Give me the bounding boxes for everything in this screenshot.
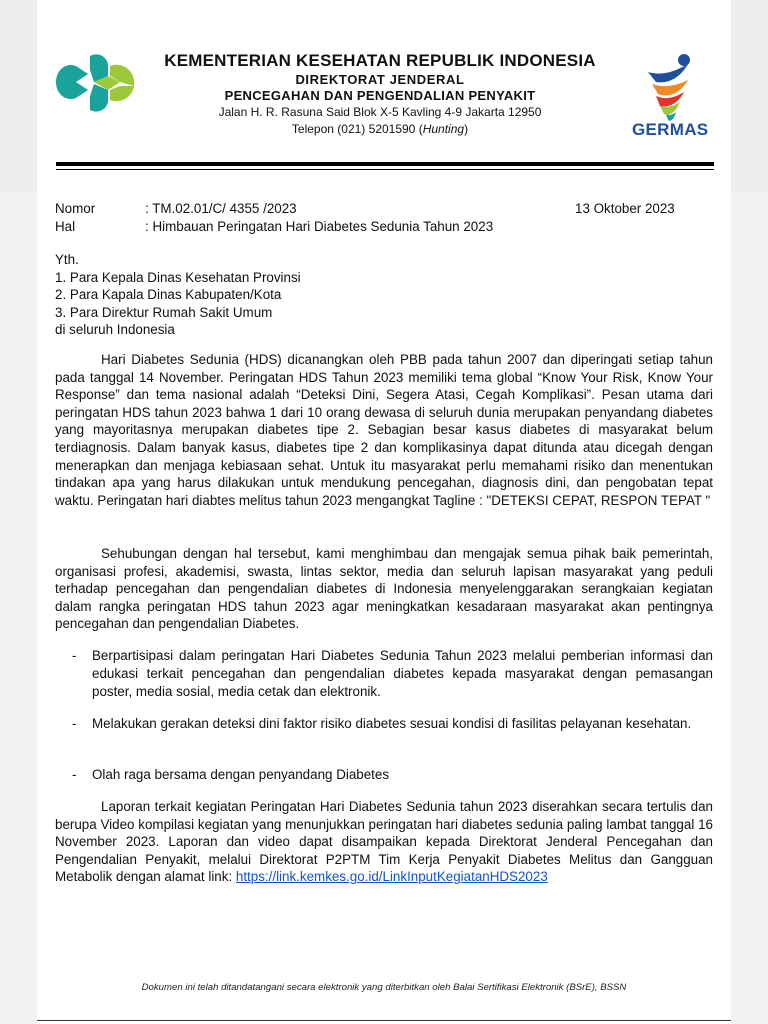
viewer-background-right [731,192,768,1024]
nomor-label: Nomor [55,201,96,216]
page-bottom-rule [37,1020,731,1021]
paragraph-2: Sehubungan dengan hal tersebut, kami menghimbau dan mengajak semua pihak baik pemerintah, organisasi profesi, akademisi, swasta, lintas sektor, media dan seluruh lapisan masyarakat yang peduli terhadap pencegahan dan pengendalian diabetes di Indonesia menyelenggarakan serangkaian kegiatan dalam rangka peringatan HDS tahun 2023 agar meningkatkan kesadaraan masyarakat akan pentingnya pencegahan dan pengendalian Diabetes. [55,546,713,632]
kemenkes-logo-icon [54,52,142,114]
letterhead-rule-thick [56,162,714,166]
viewer-background-left [0,192,37,1024]
list-item: - Berpartisipasi dalam peringatan Hari Diabetes Sedunia Tahun 2023 melalui pemberian informasi dan edukasi terkait pencegahan dan pengendalian diabetes kepada masyarakat dengan pemasangan poster, media sosial, media cetak dan elektronik. [72,648,713,699]
addressee-location: di seluruh Indonesia [55,322,175,338]
letter-date: 13 Oktober 2023 [575,201,675,216]
office-address: Jalan H. R. Rasuna Said Blok X-5 Kavling 4-9 Jakarta 12950 [218,105,542,119]
directorate-name: DIREKTORAT JENDERAL [295,72,465,87]
report-link[interactable]: https://link.kemkes.go.id/LinkInputKegiatanHDS2023 [235,869,548,885]
bullet-text: Berpartisipasi dalam peringatan Hari Diabetes Sedunia Tahun 2023 melalui pemberian informasi dan edukasi terkait pencegahan dan pengendalian diabetes kepada masyarakat dengan pemasangan poster, media sosial, media cetak dan elektronik. [92,648,713,699]
yth-label: Yth. [55,252,79,267]
list-item: - Melakukan gerakan deteksi dini faktor risiko diabetes sesuai kondisi di fasilitas pelayanan kesehatan. [55,715,713,733]
esign-footer-note: Dokumen ini telah ditandatangani secara elektronik yang diterbitkan oleh Balai Sertifikasi Elektronik (BSrE), BSSN [141,982,627,993]
nomor-value: : TM.02.01/C/ 4355 /2023 [145,201,297,216]
addressee-item: 3. Para Direktur Rumah Sakit Umum [55,304,273,320]
letterhead-rule-thin [56,169,714,170]
nomor-row [55,200,297,218]
hal-value: : Himbauan Peringatan Hari Diabetes Sedunia Tahun 2023 [145,219,494,234]
hal-row [55,218,493,236]
office-phone: Telepon (021) 5201590 (Hunting) [291,122,469,136]
paragraph-1: Hari Diabetes Sedunia (HDS) dicanangkan oleh PBB pada tahun 2007 dan diperingati setiap tahun pada tanggal 14 November. Peringatan HDS Tahun 2023 memiliki tema global “Know Your Risk, Know Your Response” dan tema nasional adalah “Deteksi Dini, Segera Atasi, Cegah Komplikasi”. Pesan utama dari peringatan HDS tahun 2023 bahwa 1 dari 10 orang dewasa di seluruh dunia merupakan penyandang diabetes yang mayoritasnya merupakan diabetes tipe 2. Sebagian besar kasus diabetes di masyarakat belum terdiagnosis. Dalam banyak kasus, diabetes tipe 2 dan komplikasinya dapat ditunda atau dicegah dengan menerapkan dan menjaga kebiasaan sehat. Untuk itu masyarakat perlu memahami risiko dan menentukan tindakan apa yang harus dilakukan untuk mendukung pencegahan, diagnosis dini, dan pengobatan tepat waktu. Peringatan hari diabtes melitus tahun 2023 mengangkat Tagline : "DETEKSI CEPAT, RESPON TEPAT " [55,352,713,508]
ministry-name: KEMENTERIAN KESEHATAN REPUBLIK INDONESIA [164,51,596,70]
addressee-item: 1. Para Kepala Dinas Kesehatan Provinsi [55,269,301,285]
addressee-item: 2. Para Kapala Dinas Kabupaten/Kota [55,287,282,303]
division-name: PENCEGAHAN DAN PENGENDALIAN PENYAKIT [224,88,536,103]
bullet-text: Olah raga bersama dengan penyandang Diabetes [92,767,390,782]
letterhead [140,50,620,138]
bullet-text: Melakukan gerakan deteksi dini faktor risiko diabetes sesuai kondisi di fasilitas pelayanan kesehatan. [92,716,692,731]
hal-label: Hal [55,219,76,234]
addressee-block [55,251,713,339]
germas-label: GERMAS [632,120,709,139]
paragraph-3: Laporan terkait kegiatan Peringatan Hari Diabetes Sedunia tahun 2023 diserahkan secara tertulis dan berupa Video kompilasi kegiatan yang menunjukkan peringatan hari diabetes sedunia paling lambat tanggal 16 November 2023. Laporan dan video dapat disampaikan kepada Direktorat Jenderal Pencegahan dan Pengendalian Penyakit, melalui Direktorat P2PTM Tim Kerja Penyakit Diabetes Melitus dan Gangguan Metabolik dengan alamat link: https://link.kemkes.go.id/LinkInputKegiatanHDS2023 [55,799,713,885]
list-item: - Olah raga bersama dengan penyandang Diabetes [55,766,713,784]
